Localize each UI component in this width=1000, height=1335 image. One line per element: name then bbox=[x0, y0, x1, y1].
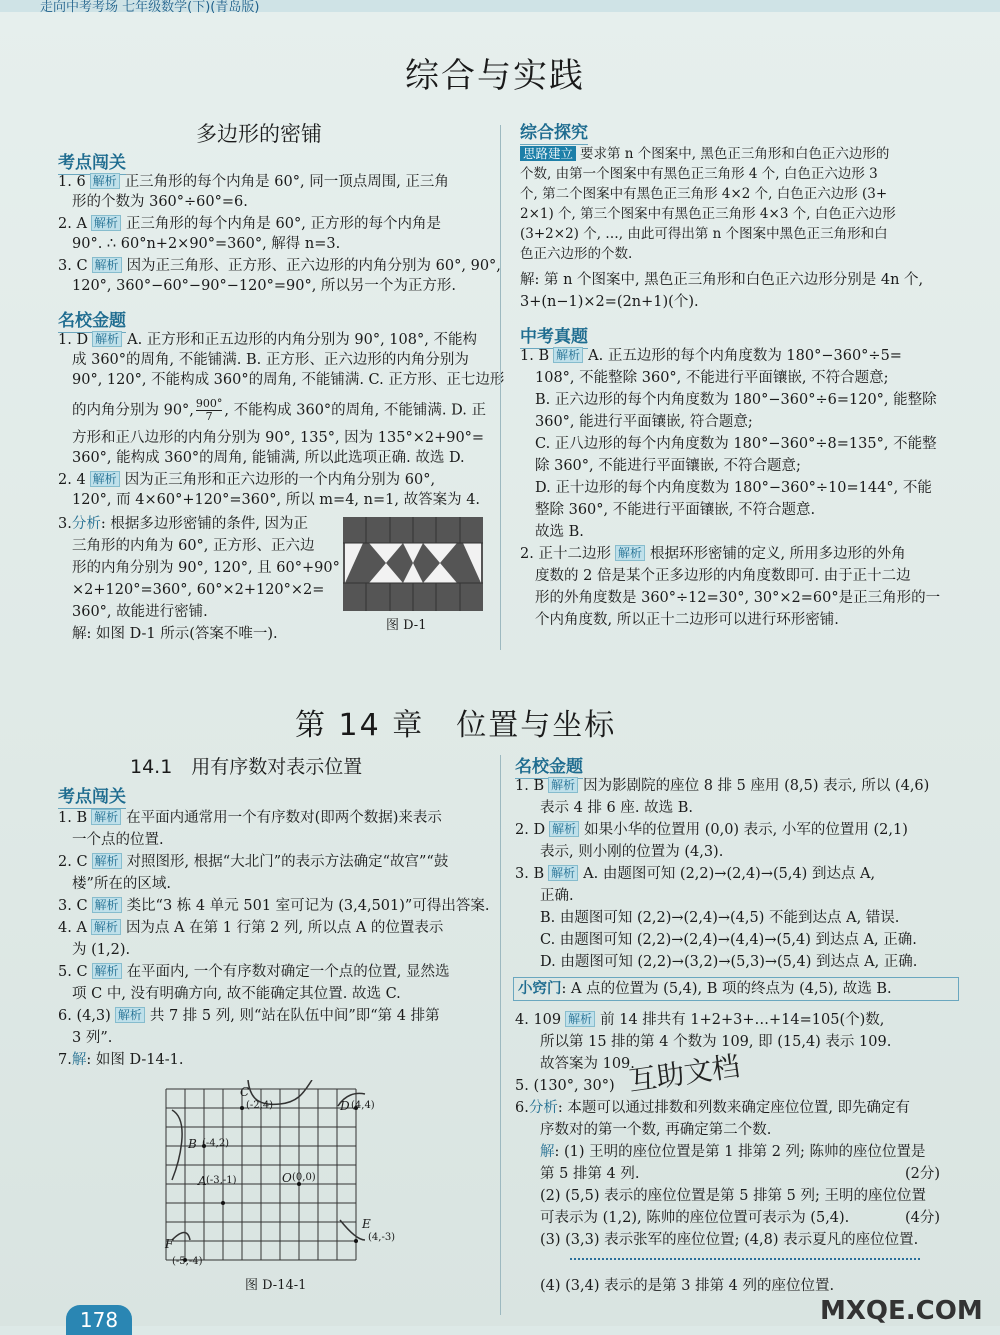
answer-line: 楼”所在的区域. bbox=[72, 876, 172, 892]
answer-line: (3) (3,3) 表示张军的座位位置; (4,8) 表示夏凡的座位位置. bbox=[540, 1232, 919, 1248]
answer-line: (3+2×2) 个, …, 由此可得出第 n 个图案中黑色正三角形和白 bbox=[520, 226, 888, 242]
point-coord-o: (0,0) bbox=[292, 1172, 316, 1183]
dotted-separator bbox=[570, 1258, 920, 1260]
answer-line: 项 C 中, 没有明确方向, 故不能确定其位置. 故选 C. bbox=[72, 986, 401, 1002]
answer-line: 4. A 解析 因为点 A 在第 1 行第 2 列, 所以点 A 的位置表示 bbox=[58, 920, 444, 936]
answer-line: 2×1) 个, 第三个图案中有黑色正三角形 4×3 个, 白色正六边形 bbox=[520, 206, 896, 222]
answer-line: 一个点的位置. bbox=[72, 832, 164, 848]
page-number: 178 bbox=[66, 1305, 132, 1335]
answer-line: 2. D 解析 如果小华的位置用 (0,0) 表示, 小军的位置用 (2,1) bbox=[515, 822, 908, 838]
answer-line: 第 5 排第 4 列. bbox=[540, 1166, 640, 1182]
answer-line: 6.分析: 本题可以通过排数和列数来确定座位位置, 即先确定有 bbox=[515, 1100, 911, 1116]
answer-line: 度数的 2 倍是某个正多边形的内角度数即可. 由于正十二边 bbox=[535, 568, 911, 584]
answer-line: 色正六边形的个数. bbox=[520, 246, 633, 262]
answer-line: 7.解: 如图 D-14-1. bbox=[58, 1052, 184, 1068]
column-divider bbox=[500, 125, 501, 650]
answer-line: ×2+120°=360°, 60°×2+120°×2= bbox=[72, 582, 325, 598]
tag-analysis: 解析 bbox=[90, 173, 120, 189]
tessellation-figure bbox=[343, 517, 483, 611]
answer-line: 90°. ∴ 60°n+2×90°=360°, 解得 n=3. bbox=[72, 236, 341, 252]
answer-line: 序数对的第一个数, 再确定第二个数. bbox=[540, 1122, 772, 1138]
watermark-text: 互助文档 bbox=[626, 1049, 742, 1098]
answer-line: 5. (130°, 30°) bbox=[515, 1078, 615, 1094]
answer-line: 解: 第 n 个图案中, 黑色正三角形和白色正六边形分别是 4n 个, bbox=[520, 272, 924, 288]
answer-line: 3. C 解析 因为正三角形、正方形、正六边形的内角分别为 60°, 90°, bbox=[58, 258, 501, 274]
point-coord-a: (-3,-1) bbox=[206, 1175, 237, 1186]
answer-line: 表示, 则小刚的位置为 (4,3). bbox=[540, 844, 724, 860]
running-header bbox=[0, 0, 1000, 15]
answer-line: 1. 6 解析 正三角形的每个内角是 60°, 同一顶点周围, 正三角 bbox=[58, 174, 449, 190]
figure-caption: 图 D-1 bbox=[386, 618, 427, 633]
point-label-e: E bbox=[362, 1217, 371, 1231]
answer-line: 为 (1,2). bbox=[72, 942, 131, 958]
point-coord-e: (4,-3) bbox=[368, 1232, 396, 1243]
answer-line: 解: 如图 D-1 所示(答案不唯一). bbox=[72, 626, 278, 642]
answer-line: 形的个数为 360°÷60°=6. bbox=[72, 194, 248, 210]
answer-line: 2. 4 解析 因为正三角形和正六边形的一个内角分别为 60°, bbox=[58, 472, 436, 488]
answer-line: 3 列”. bbox=[72, 1030, 113, 1046]
answer-line: 4. 109 解析 前 14 排共有 1+2+3+…+14=105(个)数, bbox=[515, 1012, 885, 1028]
column-divider bbox=[500, 755, 501, 1315]
chapter-title: 第 14 章 位置与坐标 bbox=[295, 708, 617, 743]
point-label-a: A bbox=[198, 1174, 207, 1188]
answer-line: 6. (4,3) 解析 共 7 排 5 列, 则“站在队伍中间”即“第 4 排第 bbox=[58, 1008, 440, 1024]
heading-zhongkao: 中考真题 bbox=[520, 322, 588, 349]
point-coord-d: (4,4) bbox=[351, 1100, 375, 1111]
watermark-site: MXQE.COM bbox=[820, 1296, 983, 1326]
heading-kaodian: 考点闯关 bbox=[58, 148, 126, 175]
answer-line: 120°, 而 4×60°+120°=360°, 所以 m=4, n=1, 故答案为 4. bbox=[72, 492, 481, 508]
heading-zonghe: 综合探究 bbox=[520, 118, 588, 145]
answer-line: 2. 正十二边形 解析 根据环形密铺的定义, 所用多边形的外角 bbox=[520, 546, 906, 562]
header-text: 走向中考考场 七年级数学(下)(青岛版) bbox=[40, 0, 260, 15]
point-label-d: D bbox=[340, 1099, 350, 1113]
answer-line: 3. B 解析 A. 由题图可知 (2,2)→(2,4)→(5,4) 到达点 A, bbox=[515, 866, 876, 882]
answer-line: C. 由题图可知 (2,2)→(2,4)→(4,4)→(5,4) 到达点 A, 正确. bbox=[540, 932, 917, 948]
page-title: 综合与实践 bbox=[405, 56, 585, 96]
answer-line: 故选 B. bbox=[535, 524, 584, 540]
answer-line: D. 由题图可知 (2,2)→(3,2)→(5,3)→(5,4) 到达点 A, 正确. bbox=[540, 954, 918, 970]
answer-line: 整除 360°, 不能进行平面镶嵌, 不符合题意. bbox=[535, 502, 816, 518]
point-label-f: F bbox=[165, 1237, 174, 1251]
answer-line: 形的外角度数是 360°÷12=30°, 30°×2=60°是正三角形的一 bbox=[535, 590, 941, 606]
heading-mingxiao: 名校金题 bbox=[58, 306, 126, 333]
score-note: (2分) bbox=[905, 1166, 941, 1182]
answer-line: 正确. bbox=[540, 888, 574, 904]
answer-line: 3+(n−1)×2=(2n+1)(个). bbox=[520, 294, 699, 310]
answer-line: 120°, 360°−60°−90°−120°=90°, 所以另一个为正方形. bbox=[72, 278, 457, 294]
answer-line: 个内角度数, 所以正十二边形可以进行环形密铺. bbox=[535, 612, 839, 628]
point-label-o: O bbox=[282, 1171, 292, 1185]
answer-line: 2. C 解析 对照图形, 根据“大北门”的表示方法确定“故宫”“鼓 bbox=[58, 854, 449, 870]
heading-mingxiao: 名校金题 bbox=[515, 752, 583, 779]
fraction-numerator: 900° bbox=[195, 397, 223, 410]
answer-line: 360°, 能构成 360°的周角, 能铺满, 所以此选项正确. 故选 D. bbox=[72, 450, 465, 466]
score-note: (4分) bbox=[905, 1210, 941, 1226]
answer-line: (4) (3,4) 表示的是第 3 排第 4 列的座位位置. bbox=[540, 1278, 835, 1294]
answer-line: 思路建立 要求第 n 个图案中, 黑色正三角形和白色正六边形的 bbox=[520, 144, 889, 164]
point-coord-f: (-5,-4) bbox=[172, 1256, 203, 1267]
answer-line: 2. A 解析 正三角形的每个内角是 60°, 正方形的每个内角是 bbox=[58, 216, 441, 232]
answer-line: 90°, 120°, 不能构成 360°的周角, 不能铺满. C. 正方形、正七边形 bbox=[72, 372, 505, 388]
answer-line: B. 正六边形的每个内角度数为 180°−360°÷6=120°, 能整除 bbox=[535, 392, 937, 408]
section-subtitle: 多边形的密铺 bbox=[196, 122, 322, 146]
point-label-c: C bbox=[240, 1085, 250, 1099]
tip-text: 小窍门: A 点的位置为 (5,4), B 项的终点为 (4,5), 故选 B. bbox=[518, 980, 892, 997]
point-coord-c: (-2,4) bbox=[246, 1100, 274, 1111]
answer-line: 方形和正八边形的内角分别为 90°, 135°, 因为 135°×2+90°= bbox=[72, 430, 485, 446]
answer-line: 成 360°的周角, 不能铺满. B. 正方形、正六边形的内角分别为 bbox=[72, 352, 469, 368]
answer-line: B. 由题图可知 (2,2)→(2,4)→(4,5) 不能到达点 A, 错误. bbox=[540, 910, 900, 926]
answer-line: 形的内角分别为 90°, 120°, 且 60°+90° bbox=[72, 560, 340, 576]
answer-line: 1. B 解析 A. 正五边形的每个内角度数为 180°−360°÷5= bbox=[520, 348, 902, 364]
answer-line: 3.分析: 根据多边形密铺的条件, 因为正 bbox=[58, 516, 309, 532]
answer-line: 三角形的内角为 60°, 正方形、正六边 bbox=[72, 538, 315, 554]
answer-line: 3. C 解析 类比“3 栋 4 单元 501 室可记为 (3,4,501)”可得出答案. bbox=[58, 898, 490, 914]
answer-line: 5. C 解析 在平面内, 一个有序数对确定一个点的位置, 显然选 bbox=[58, 964, 450, 980]
answer-line: 表示 4 排 6 座. 故选 B. bbox=[540, 800, 693, 816]
answer-line: (2) (5,5) 表示的座位位置是第 5 排第 5 列; 王明的座位位置 bbox=[540, 1188, 927, 1204]
answer-line: 所以第 15 排的第 4 个数为 109, 即 (15,4) 表示 109. bbox=[540, 1034, 892, 1050]
answer-line: 解: (1) 王明的座位位置是第 1 排第 2 列; 陈帅的座位位置是 bbox=[540, 1144, 926, 1160]
answer-line: D. 正十边形的每个内角度数为 180°−360°÷10=144°, 不能 bbox=[535, 480, 932, 496]
answer-line: 108°, 不能整除 360°, 不能进行平面镶嵌, 不符合题意; bbox=[535, 370, 889, 386]
answer-line: 个, 第二个图案中有黑色正三角形 4×2 个, 白色正六边形 (3+ bbox=[520, 186, 888, 202]
figure-caption: 图 D-14-1 bbox=[245, 1278, 307, 1293]
section-subtitle: 14.1 用有序数对表示位置 bbox=[130, 756, 363, 778]
answer-line: 的内角分别为 90°, $\frac{900^\circ}{7}$ , 不能构成 360°的周角, 不能铺满. D. 正 bbox=[72, 397, 486, 423]
fraction-denominator: 7 bbox=[205, 410, 213, 423]
point-label-b: B bbox=[188, 1137, 197, 1151]
tag-idea: 思路建立 bbox=[520, 146, 576, 161]
answer-line: 1. B 解析 因为影剧院的座位 8 排 5 座用 (8,5) 表示, 所以 (4,6) bbox=[515, 778, 930, 794]
answer-line: 个数, 由第一个图案中有黑色正三角形 4 个, 白色正六边形 3 bbox=[520, 166, 878, 182]
heading-kaodian: 考点闯关 bbox=[58, 782, 126, 809]
answer-line: 可表示为 (1,2), 陈帅的座位位置可表示为 (5,4). bbox=[540, 1210, 850, 1226]
answer-line: 故答案为 109. bbox=[540, 1056, 635, 1072]
answer-line: 360°, 故能进行密铺. bbox=[72, 604, 208, 620]
answer-line: 1. D 解析 A. 正方形和正五边形的内角分别为 90°, 108°, 不能构 bbox=[58, 332, 477, 348]
answer-line: 除 360°, 不能进行平面镶嵌, 不符合题意; bbox=[535, 458, 801, 474]
answer-line: 360°, 能进行平面镶嵌, 符合题意; bbox=[535, 414, 753, 430]
answer-line: C. 正八边形的每个内角度数为 180°−360°÷8=135°, 不能整 bbox=[535, 436, 937, 452]
point-coord-b: (-4,2) bbox=[202, 1138, 230, 1149]
answer-line: 1. B 解析 在平面内通常用一个有序数对(即两个数据)来表示 bbox=[58, 810, 442, 826]
